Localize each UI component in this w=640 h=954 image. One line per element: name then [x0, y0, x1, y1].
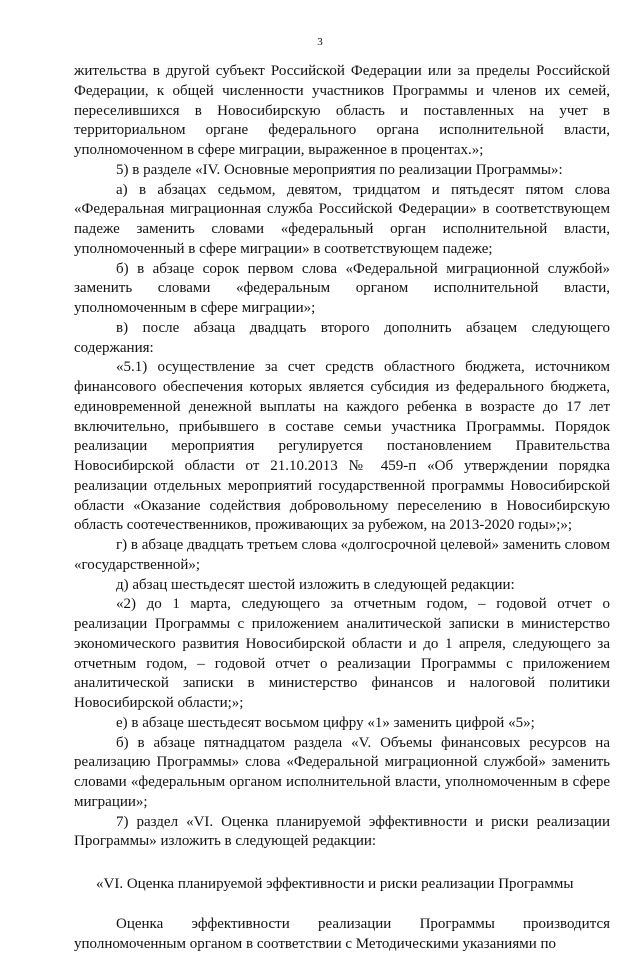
paragraph-item-b: б) в абзаце сорок первом слова «Федеральной миграционной службой» заменить словами «федеральным органом исполнительной власти, уполномоченным в сфере миграции»;	[74, 260, 610, 316]
paragraph-item-6: б) в абзаце пятнадцатом раздела «V. Объемы финансовых ресурсов на реализацию Программы» слова «Федеральной миграционной службой» заменить словами «федеральным органом исполнительной власти, уполномоченным в сфере миграции»;	[74, 734, 610, 810]
paragraph-new-item-2: «2) до 1 марта, следующего за отчетным годом, – годовой отчет о реализации Программы с приложением аналитической записки в министерство экономического развития Новосибирской области и до 1 апреля, следующего за отчетным годом, – годовой отчет о реализации Программы с приложением аналитической записки в министерство финансов и налоговой политики Новосибирской области;»;	[74, 596, 610, 711]
paragraph-item-e: е) в абзаце шестьдесят восьмом цифру «1» заменить цифрой «5»;	[116, 714, 535, 731]
section-heading: «VI. Оценка планируемой эффективности и риски реализации Программы	[96, 876, 574, 892]
paragraph-residence-indicator: жительства в другой субъект Российской Федерации или за пределы Российской Федерации, к общей численности участников Программы и членов их семей, переселившихся в Новосибирскую область и поставленных на учет в территориальном органе федерального органа исполнительной власти, уполномоченном в сфере миграции, выраженное в процентах.»;	[74, 63, 610, 158]
document-body	[74, 62, 610, 954]
paragraph-item-g: г) в абзаце двадцать третьем слова «долгосрочной целевой» заменить словом «государственной»;	[74, 537, 610, 573]
paragraph-item-7: 7) раздел «VI. Оценка планируемой эффективности и риски реализации Программы» изложить в следующей редакции:	[74, 813, 610, 850]
paragraph-section-iv-intro: 5) в разделе «IV. Основные мероприятия по реализации Программы»:	[116, 161, 563, 178]
paragraph-evaluation: Оценка эффективности реализации Программы производится уполномоченным органом в соответствии с Методическими указаниями по	[74, 915, 610, 952]
paragraph-item-d: д) абзац шестьдесят шестой изложить в следующей редакции:	[116, 576, 515, 593]
paragraph-item-v: в) после абзаца двадцать второго дополнить абзацем следующего содержания:	[74, 319, 610, 356]
page-number: 3	[317, 36, 323, 48]
paragraph-new-item-5-1: «5.1) осуществление за счет средств областного бюджета, источником финансового обеспечения которых является субсидия из федерального бюджета, единовременной денежной выплаты на каждого ребенка в возрасте до 17 лет включительно, прибывшего в составе семьи участника Программы. Порядок реализации мероприятия регулируется постановлением Правительства Новосибирской области от 21.10.2013 № 459-п «Об утверждении порядка реализации отдельных мероприятий государственной программы Новосибирской области «Оказание содействия добровольному переселению в Новосибирскую область соотечественников, проживающих за рубежом, на 2013-2020 годы»;»;	[74, 359, 610, 534]
paragraph-item-a: а) в абзацах седьмом, девятом, тридцатом и пятьдесят пятом слова «Федеральная миграционная служба Российской Федерации» в соответствующем падеже заменить словами «федеральный орган исполнительной власти, уполномоченный в сфере миграции» в соответствующем падеже;	[74, 181, 610, 257]
